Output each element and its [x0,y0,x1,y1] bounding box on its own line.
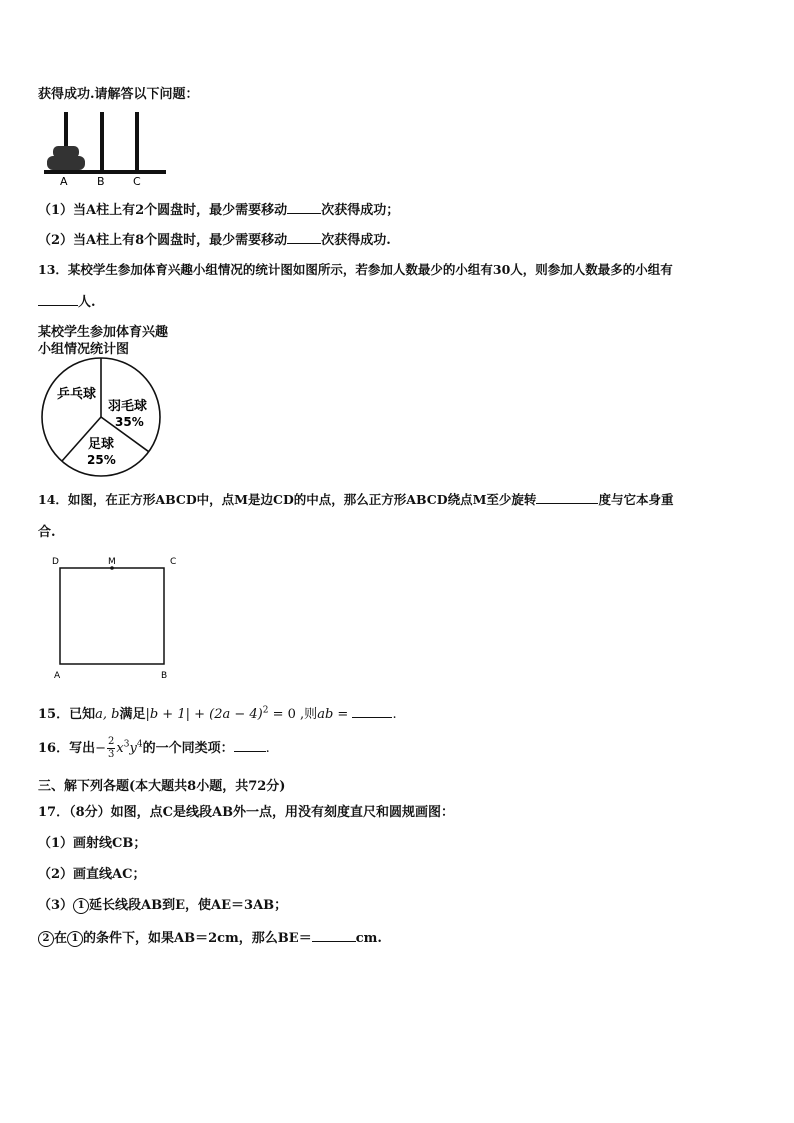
pie-label-badminton: 羽毛球 [108,399,148,414]
pie-chart [40,356,165,481]
q17-line: 17．（8分）如图，点C是线段AB外一点，用没有刻度直尺和圆规画图： [38,805,455,820]
circled-number: 1 [73,898,89,914]
label-m: M [108,557,116,567]
fraction: $\frac{2}{3}$ [108,736,115,760]
q12-part2: （2）当A柱上有8个圆盘时，最少需要移动 次获得成功. [38,233,391,248]
label-a: A [60,175,68,188]
q13-line2: 人. [38,291,96,310]
circled-number: 2 [38,931,54,947]
q14-line2: 合. [38,525,56,540]
q17-sub4: 2 在 1 的条件下，如果AB＝2cm，那么BE＝ cm. [38,927,382,947]
pie-title-line1: 某校学生参加体育兴趣 [38,325,169,340]
q17-sub3: （3） 1 延长线段AB到E，使AE＝3AB； [38,898,288,913]
answer-blank[interactable] [234,739,266,752]
section3-heading: 三、解下列各题(本大题共8小题，共72分) [38,779,286,794]
q15-line: 15．已知a, b满足$|b + 1| + (2a - 4)^2 = 0$ ,则ab = . [38,705,397,722]
label-b: B [97,175,105,188]
square-figure [48,554,188,684]
square-abcd [60,568,164,664]
answer-blank[interactable] [38,293,78,306]
label-c: C [170,557,177,567]
disk-1 [47,156,85,170]
q17-sub2: （2）画直线AC； [38,867,146,882]
q12-part1: （1）当A柱上有2个圆盘时，最少需要移动 次获得成功； [38,203,400,218]
pie-label-football: 足球 [88,437,115,452]
q13-line1: 13．某校学生参加体育兴趣小组情况的统计图如图所示，若参加人数最少的小组有30人，则参加人数最多的小组有 [38,262,673,277]
label-c: C [133,175,141,188]
answer-blank[interactable] [287,201,321,214]
label-b: B [161,671,168,681]
peg-c [135,112,139,170]
hanoi-figure [40,108,170,188]
pie-pct-badminton: 35% [115,415,144,429]
answer-blank[interactable] [536,491,598,504]
q16-line: 16．写出− $\frac{2}{3}$ $x^3y^4$的一个同类项： . [38,736,270,760]
label-a: A [54,671,61,681]
q14-line1: 14．如图，在正方形ABCD中，点M是边CD的中点，那么正方形ABCD绕点M至少旋转 度与它本身重 [38,492,674,507]
hanoi-base [44,170,166,174]
label-d: D [52,557,59,567]
pie-pct-football: 25% [87,453,116,467]
pie-label-pingpong: 乒乓球 [57,387,97,402]
answer-blank[interactable] [312,929,356,942]
disk-2 [53,146,79,158]
q17-sub1: （1）画射线CB； [38,836,147,851]
intro-text: 获得成功.请解答以下问题： [38,87,199,102]
peg-b [100,112,104,170]
pie-title-line2: 小组情况统计图 [38,342,130,357]
answer-blank[interactable] [352,705,392,718]
answer-blank[interactable] [287,231,321,244]
circled-number: 1 [67,931,83,947]
